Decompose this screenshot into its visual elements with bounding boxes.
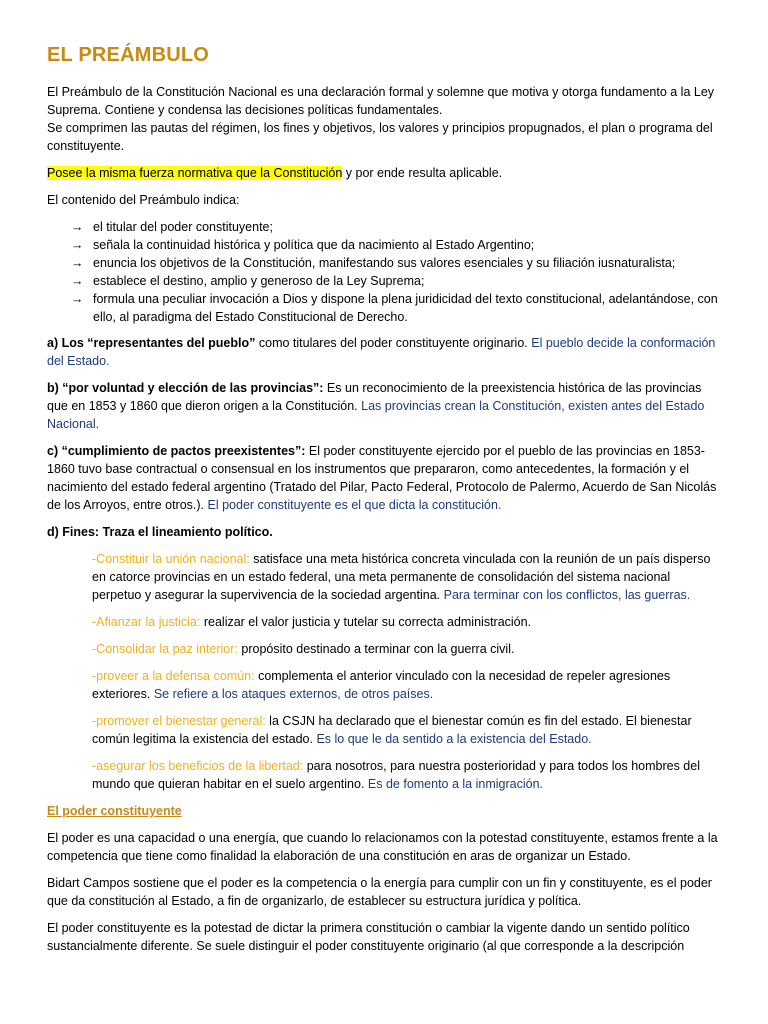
item-a-note: El pueblo decide la conformación del Estado. — [47, 336, 716, 368]
fin-item: -proveer a la defensa común: complementa el anterior vinculado con la necesidad de repeler agresiones exteriores. Se refiere a los ataques externos, de otros países. — [92, 669, 671, 701]
item-b-label: b) “por voluntad y elección de las provincias”: — [47, 381, 324, 395]
page-title: EL PREÁMBULO — [47, 44, 210, 66]
contenido-intro: El contenido del Preámbulo indica: — [47, 193, 240, 207]
poder-paragraph-3: El poder constituyente es la potestad de dictar la primera constitución o cambiar la vigente dando un sentido político sustancialmente diferente. Se suele distinguir el poder constituyente originario (al que corresponde a la descripción — [47, 921, 690, 953]
poder-paragraph-2: Bidart Campos sostiene que el poder es la competencia o la energía para cumplir con un fin y constituyente, es el poder que da constitución al Estado, a fin de organizarlo, de establecer su estructura jurídica y política. — [47, 876, 712, 908]
item-d — [47, 523, 722, 541]
fuerza-paragraph — [47, 164, 722, 182]
arrow-icon: → — [71, 292, 84, 306]
highlighted-text: Posee la misma fuerza normativa que la Constitución — [47, 166, 343, 180]
item-d-label: d) Fines: Traza el lineamiento político. — [47, 525, 273, 539]
fuerza-rest: y por ende resulta aplicable. — [342, 166, 503, 180]
fin-item: -asegurar los beneficios de la libertad: para nosotros, para nuestra posterioridad y para todos los hombres del mundo que quieran habitar en el suelo argentino. Es de fomento a la inmigración. — [92, 759, 700, 791]
arrow-icon: → — [71, 256, 84, 270]
item-c-label: c) “cumplimiento de pactos preexistentes”: — [47, 444, 306, 458]
item-c-note: El poder constituyente es el que dicta la constitución. — [207, 498, 502, 512]
item-c: c) “cumplimiento de pactos preexistentes”: El poder constituyente ejercido por el pueblo de las provincias en 1853-1860 tuvo base contractual o consensual en los instrumentos que prepararon, como antecedentes, la formación y el nacimiento del estado federal argentino (Tratado del Pilar, Pacto Federal, Protocolo de Palermo, Acuerdo de San Nicolás de los Arroyos, entre otros.). El poder constituyente es el que dicta la constitución. — [47, 444, 717, 512]
item-a: a) Los “representantes del pueblo” como titulares del poder constituyente originario. El pueblo decide la conformación del Estado. — [47, 336, 716, 368]
intro-text-2: Se comprimen las pautas del régimen, los fines y objetivos, los valores y principios propugnados, el plan o programa del constituyente. — [47, 121, 713, 153]
list-item: → establece el destino, amplio y generoso de la Ley Suprema; — [71, 274, 425, 288]
fines-list — [47, 550, 722, 793]
contenido-list — [47, 218, 722, 326]
item-b-note: Las provincias crean la Constitución, existen antes del Estado Nacional. — [47, 399, 705, 431]
list-item: → el titular del poder constituyente; — [71, 220, 273, 234]
poder-paragraph-1: El poder es una capacidad o una energía, que cuando lo relacionamos con la potestad constituyente, estamos frente a la competencia que tiene como finalidad la elaboración de una constitución en aras de organizar un Estado. — [47, 831, 718, 863]
item-b: b) “por voluntad y elección de las provincias”: Es un reconocimiento de la preexistencia histórica de las provincias que en 1853 y 1860 que dieron origen a la Constitución. Las provincias crean la Constitución, existen antes del Estado Nacional. — [47, 381, 705, 431]
item-a-label: a) Los “representantes del pueblo” — [47, 336, 256, 350]
intro-paragraph — [47, 83, 722, 155]
poder-title: El poder constituyente — [47, 804, 182, 818]
list-item: → señala la continuidad histórica y política que da nacimiento al Estado Argentino; — [71, 238, 535, 252]
fin-item: -promover el bienestar general: la CSJN ha declarado que el bienestar común es fin del estado. El bienestar común legitima la existencia del estado. Es lo que le da sentido a la existencia del Estado. — [92, 714, 692, 746]
intro-text-1: El Preámbulo de la Constitución Nacional es una declaración formal y solemne que motiva y otorga fundamento a la Ley Suprema. Contiene y condensa las decisiones políticas fundamentales. — [47, 85, 715, 117]
fin-item: -Consolidar la paz interior: propósito destinado a terminar con la guerra civil. — [92, 642, 515, 656]
arrow-icon: → — [71, 274, 84, 288]
fin-item: -Afianzar la justicia: realizar el valor justicia y tutelar su correcta administración. — [92, 615, 532, 629]
section-heading — [47, 802, 722, 820]
arrow-icon: → — [71, 238, 84, 252]
arrow-icon: → — [71, 220, 84, 234]
list-item: → enuncia los objetivos de la Constitución, manifestando sus valores esenciales y su filiación iusnaturalista; — [71, 256, 676, 270]
list-item: → formula una peculiar invocación a Dios y dispone la plena juridicidad del texto constitucional, adelantándose, con ello, al paradigma del Estado Constitucional de Derecho. — [71, 292, 718, 324]
fin-item: -Constituir la unión nacional: satisface una meta histórica concreta vinculada con la reunión de un país disperso en catorce provincias en un estado federal, una meta permanente de consolidación del sistema nacional perpetuo y asegurar la supervivencia de la sociedad argentina. Para terminar con los conflictos, las guerras. — [92, 552, 711, 602]
